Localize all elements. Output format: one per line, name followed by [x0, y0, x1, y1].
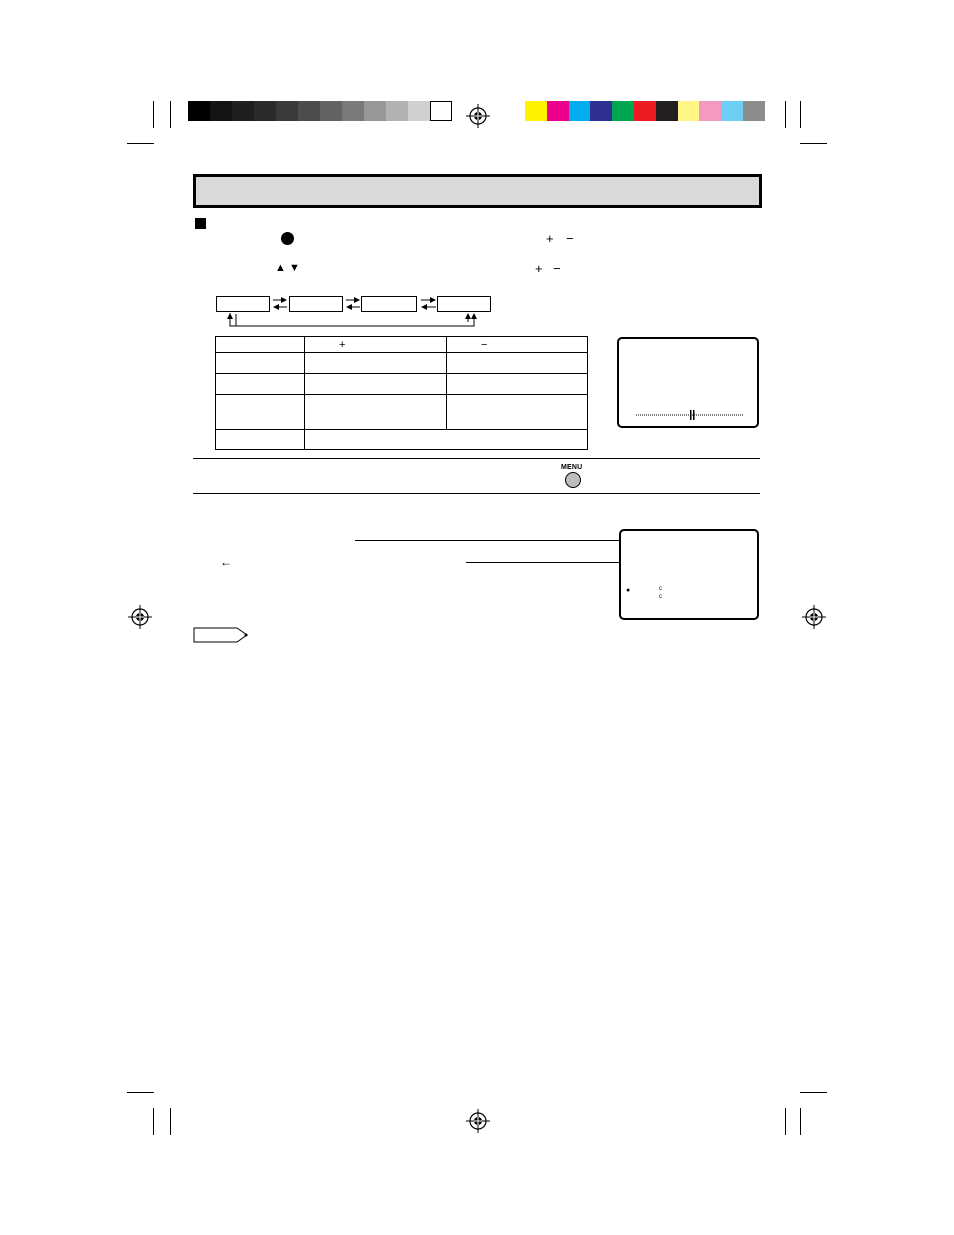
menu-button-icon [565, 472, 581, 488]
registration-mark-top-icon [466, 104, 490, 128]
table-cell [216, 353, 305, 374]
gray-swatch [298, 101, 320, 121]
filled-square-icon [195, 218, 206, 229]
table-cell [447, 395, 588, 430]
table-cell [305, 374, 447, 395]
gray-swatch [254, 101, 276, 121]
gray-swatch [386, 101, 408, 121]
screen-dot-icon: ● [626, 587, 631, 594]
circle-button-icon [281, 232, 294, 245]
gray-swatch [320, 101, 342, 121]
screen-mark: c [659, 586, 662, 592]
down-arrow-icon: ▼ [289, 262, 300, 274]
table-cell [216, 430, 305, 450]
color-swatch [634, 101, 656, 121]
adjustment-slider [636, 409, 748, 421]
registration-mark-right-icon [802, 605, 826, 629]
registration-mark-bottom-icon [466, 1109, 490, 1133]
table-cell [305, 395, 447, 430]
color-swatch [678, 101, 700, 121]
left-arrow-icon: ← [220, 555, 232, 569]
step2-plus-symbol: + [535, 261, 543, 276]
menu-button-label: MENU [561, 464, 583, 471]
color-swatch [699, 101, 721, 121]
gray-swatch [276, 101, 298, 121]
table-header-minus: − [481, 338, 488, 351]
table-cell [305, 337, 447, 353]
table-row [216, 353, 588, 374]
color-swatch [743, 101, 765, 121]
tv-screen-channel [619, 529, 759, 620]
gray-swatch [188, 101, 210, 121]
step2-minus-symbol: − [553, 261, 561, 276]
color-swatch [547, 101, 569, 121]
table-row [216, 430, 588, 450]
table-cell [216, 374, 305, 395]
up-arrow-icon: ▲ [275, 262, 286, 274]
note-tag-icon [193, 627, 249, 643]
color-swatch [721, 101, 743, 121]
table-row [216, 337, 588, 353]
table-cell [447, 337, 588, 353]
gray-swatch [232, 101, 254, 121]
gray-swatch [364, 101, 386, 121]
gray-swatch [210, 101, 232, 121]
table-row [216, 395, 588, 430]
table-cell [216, 337, 305, 353]
table-cell [447, 353, 588, 374]
color-swatch [569, 101, 591, 121]
table-row [216, 374, 588, 395]
table-cell [447, 374, 588, 395]
screen-mark: c [659, 594, 662, 600]
divider-top [193, 458, 760, 459]
color-swatch [525, 101, 547, 121]
color-swatch [656, 101, 678, 121]
color-swatch [590, 101, 612, 121]
registration-mark-left-icon [128, 605, 152, 629]
tv-screen-adjustment [617, 337, 759, 428]
divider-bottom [193, 493, 760, 494]
adjustment-table [215, 336, 588, 450]
step1-plus-symbol: + [546, 231, 554, 246]
section-header-bar [193, 174, 762, 208]
table-cell [216, 395, 305, 430]
step1-minus-symbol: − [566, 231, 574, 246]
gray-swatch [342, 101, 364, 121]
gray-swatch [408, 101, 430, 121]
table-cell [305, 430, 588, 450]
gray-swatch [430, 101, 452, 121]
color-swatch [612, 101, 634, 121]
table-cell [305, 353, 447, 374]
table-header-plus: + [339, 338, 346, 351]
flow-arrows [210, 294, 500, 330]
